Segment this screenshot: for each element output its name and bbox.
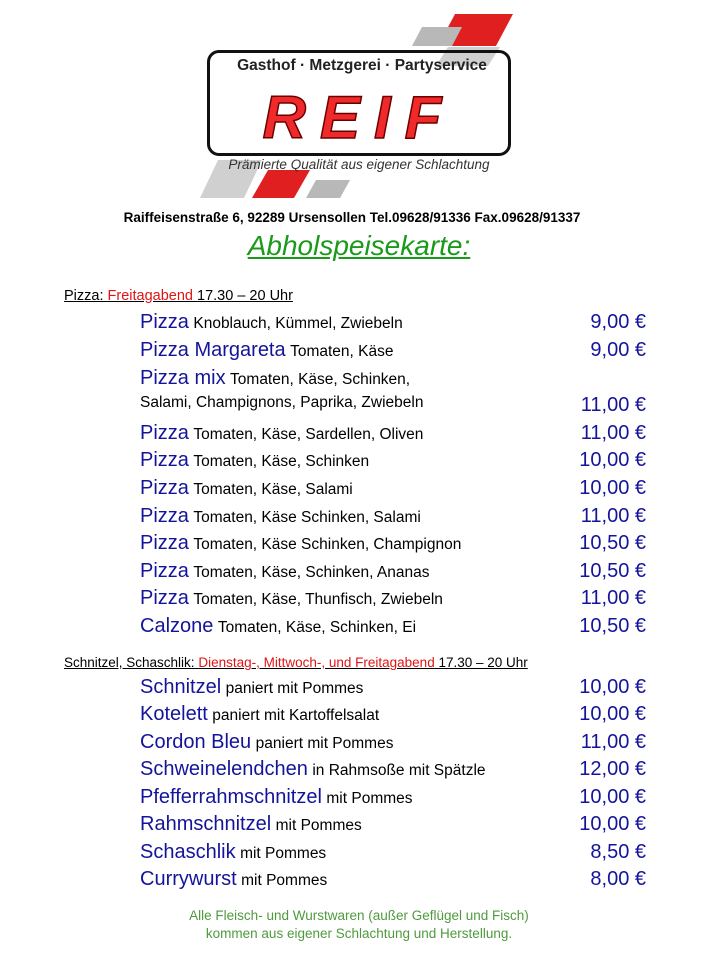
- pizza-section-label: Pizza:: [64, 288, 104, 304]
- pizza-section-time: 17.30 – 20 Uhr: [197, 288, 293, 304]
- item-description: Knoblauch, Kümmel, Zwiebeln: [193, 315, 403, 332]
- item-price: 11,00 €: [580, 422, 646, 444]
- item-price: 10,00 €: [579, 813, 646, 835]
- menu-item: [140, 477, 646, 505]
- item-description: mit Pommes: [241, 872, 328, 889]
- menu-item: [140, 311, 646, 339]
- item-price: 10,00 €: [579, 786, 646, 808]
- logo-slogan: Prämierte Qualität aus eigener Schlachtung: [228, 157, 490, 172]
- item-price: 12,00 €: [579, 758, 646, 780]
- footer-line-1: Alle Fleisch- und Wurstwaren (außer Geflügel und Fisch): [189, 908, 529, 923]
- item-price: 11,00 €: [580, 731, 646, 753]
- item-name: Pizza: [140, 422, 189, 444]
- menu-item: [140, 786, 646, 814]
- item-name: Currywurst: [140, 868, 237, 890]
- item-name: Schaschlik: [140, 841, 236, 863]
- item-description: paniert mit Pommes: [255, 735, 394, 752]
- schnitzel-section-time: 17.30 – 20 Uhr: [438, 655, 528, 670]
- item-price: 10,50 €: [579, 615, 646, 637]
- item-description: mit Pommes: [275, 817, 362, 834]
- item-price: 11,00 €: [580, 505, 646, 527]
- item-name: Schweinelendchen: [140, 758, 308, 780]
- schnitzel-section-label: Schnitzel, Schaschlik:: [64, 655, 195, 670]
- item-name: Kotelett: [140, 703, 208, 725]
- menu-item: [140, 758, 646, 786]
- item-name: Pizza: [140, 477, 189, 499]
- item-price: 11,00 €: [580, 394, 646, 416]
- item-price: 10,00 €: [579, 703, 646, 725]
- item-name: Pizza: [140, 311, 189, 333]
- item-description: Tomaten, Käse, Sardellen, Oliven: [193, 426, 424, 443]
- item-price: 8,00 €: [590, 868, 646, 890]
- menu-item: [140, 841, 646, 869]
- item-description: mit Pommes: [326, 790, 413, 807]
- menu-item-continued: [140, 394, 646, 422]
- menu-item: [140, 367, 646, 395]
- item-price: 10,00 €: [579, 449, 646, 471]
- item-name: Pizza: [140, 560, 189, 582]
- item-description: paniert mit Kartoffelsalat: [212, 707, 380, 724]
- item-description: Tomaten, Käse, Schinken,: [230, 371, 411, 388]
- item-name: Rahmschnitzel: [140, 813, 272, 835]
- item-description: paniert mit Pommes: [225, 680, 364, 697]
- item-description: Tomaten, Käse, Schinken: [193, 453, 370, 470]
- menu-item: [140, 703, 646, 731]
- menu-item: [140, 339, 646, 367]
- schnitzel-section-heading: [64, 655, 528, 670]
- item-name: Cordon Bleu: [140, 731, 252, 753]
- item-description: Tomaten, Käse, Schinken, Ananas: [193, 564, 430, 581]
- pizza-section-heading: [64, 288, 293, 304]
- item-name: Calzone: [140, 615, 214, 637]
- item-description: Salami, Champignons, Paprika, Zwiebeln: [140, 394, 424, 411]
- logo-tagline: Gasthof · Metzgerei · Partyservice: [237, 57, 487, 74]
- logo-brand: REIF: [262, 84, 456, 151]
- item-price: 8,50 €: [590, 841, 646, 863]
- item-description: Tomaten, Käse, Schinken, Ei: [217, 619, 417, 636]
- menu-item: [140, 676, 646, 704]
- menu-item: [140, 532, 646, 560]
- item-name: Pizza: [140, 532, 189, 554]
- menu-item: [140, 449, 646, 477]
- item-description: Tomaten, Käse Schinken, Salami: [193, 509, 421, 526]
- item-description: mit Pommes: [240, 845, 327, 862]
- item-description: Tomaten, Käse Schinken, Champignon: [193, 536, 462, 553]
- item-name: Pizza: [140, 449, 189, 471]
- address-line: Raiffeisenstraße 6, 92289 Ursensollen Tel.09628/91336 Fax.09628/91337: [123, 210, 581, 225]
- item-price: 10,00 €: [579, 477, 646, 499]
- item-description: in Rahmsoße mit Spätzle: [312, 762, 486, 779]
- menu-item: [140, 731, 646, 759]
- menu-item: [140, 587, 646, 615]
- page-title: Abholspeisekarte:: [247, 230, 471, 261]
- item-name: Pizza: [140, 505, 189, 527]
- menu-item: [140, 868, 646, 896]
- item-price: 10,50 €: [579, 532, 646, 554]
- footer-line-2: kommen aus eigener Schlachtung und Herstellung.: [205, 926, 513, 941]
- item-name: Pfefferrahmschnitzel: [140, 786, 322, 808]
- menu-item: [140, 422, 646, 450]
- item-price: 9,00 €: [590, 311, 646, 333]
- item-name: Schnitzel: [140, 676, 222, 698]
- menu-item: [140, 615, 646, 643]
- item-name: Pizza: [140, 587, 189, 609]
- item-description: Tomaten, Käse, Thunfisch, Zwiebeln: [193, 591, 443, 608]
- item-price: 9,00 €: [590, 339, 646, 361]
- item-price: 10,00 €: [579, 676, 646, 698]
- item-name: Pizza Margareta: [140, 339, 286, 361]
- item-price: 11,00 €: [580, 587, 646, 609]
- schnitzel-section-days: Dienstag-, Mittwoch-, und Freitagabend: [198, 655, 435, 670]
- footer-note: [0, 907, 704, 943]
- item-name: Pizza mix: [140, 367, 226, 389]
- item-description: Tomaten, Käse, Salami: [193, 481, 353, 498]
- menu-item: [140, 813, 646, 841]
- menu-item: [140, 560, 646, 588]
- menu-item: [140, 505, 646, 533]
- logo: [200, 10, 518, 208]
- item-description: Tomaten, Käse: [290, 343, 394, 360]
- item-price: 10,50 €: [579, 560, 646, 582]
- pizza-section-days: Freitagabend: [107, 288, 193, 304]
